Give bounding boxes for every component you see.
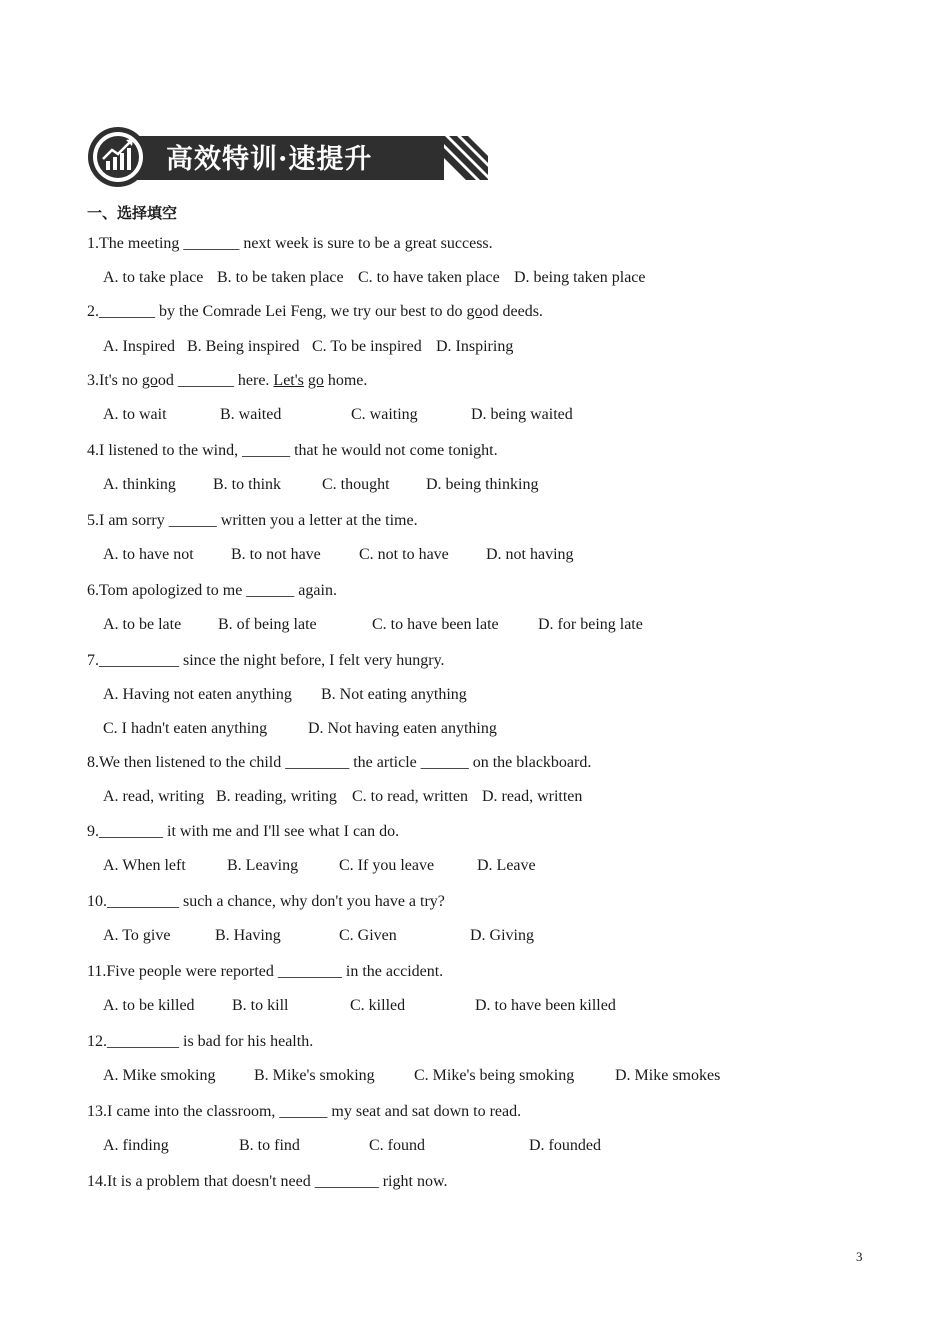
option-c: C. killed [350,997,406,1014]
question-11-stem: 11.Five people were reported ________ in the accident. [87,963,444,980]
stem-part: 2._______ by the Comrade Lei Feng, we try our best to do [87,303,467,320]
question-13-stem: 13.I came into the classroom, ______ my seat and sat down to read. [87,1103,522,1120]
option-a: A. finding [103,1137,169,1154]
section-banner [86,126,488,188]
option-c: C. thought [322,476,390,493]
option-a: A. to wait [103,406,167,423]
page-number: 3 [856,1249,863,1264]
question-7-stem: 7.__________ since the night before, I felt very hungry. [87,652,445,669]
option-b: B. reading, writing [216,788,337,805]
option-b: B. to be taken place [217,269,344,286]
option-d: D. for being late [538,616,643,633]
stem-part: od deeds. [482,303,543,320]
question-2-stem [87,302,543,322]
option-b: B. Leaving [227,857,299,874]
stem-part: home. [323,372,368,389]
option-b: B. Being inspired [187,338,300,355]
option-a: A. to take place [103,269,204,286]
question-1-stem: 1.The meeting _______ next week is sure to be a great success. [87,235,493,252]
option-c: C. waiting [351,406,418,423]
option-c: C. If you leave [339,857,435,874]
option-b: B. to kill [232,997,289,1014]
option-c: C. Given [339,927,397,944]
stem-part: od _______ here. [157,372,274,389]
question-4-stem: 4.I listened to the wind, ______ that he would not come tonight. [87,442,498,459]
section-heading: 一、选择填空 [87,204,178,222]
chart-growth-icon [88,127,148,187]
option-c: C. not to have [359,546,449,563]
question-10-stem: 10._________ such a chance, why don't you have a try? [87,893,445,910]
option-d: D. founded [529,1137,601,1154]
option-a: A. to be killed [103,997,195,1014]
option-c: C. I hadn't eaten anything [103,720,268,737]
option-a: A. thinking [103,476,176,493]
option-c: C. to have taken place [358,269,500,286]
stem-part-underlined: Let's [273,372,304,389]
option-d: D. Not having eaten anything [308,720,497,737]
option-d: D. not having [486,546,574,563]
option-b: B. of being late [218,616,317,633]
option-b: B. Mike's smoking [254,1067,375,1084]
option-d: D. Mike smokes [615,1067,721,1084]
option-a: A. read, writing [103,788,205,805]
question-3-stem [87,371,367,391]
option-a: A. Inspired [103,338,175,355]
option-d: D. Giving [470,927,534,944]
option-d: D. being waited [471,406,573,423]
option-c: C. Mike's being smoking [414,1067,575,1084]
option-d: D. being thinking [426,476,539,493]
option-a: A. To give [103,927,171,944]
option-a: A. When left [103,857,186,874]
option-b: B. to think [213,476,282,493]
stem-part-underlined: go [141,372,158,389]
stem-part-underlined: go [307,372,324,389]
question-14-stem: 14.It is a problem that doesn't need ________ right now. [87,1173,448,1190]
option-d: D. Leave [477,857,536,874]
option-b: B. waited [220,406,282,423]
stem-part-underlined: go [466,303,483,320]
option-c: C. to read, written [352,788,468,805]
option-d: D. to have been killed [475,997,616,1014]
question-5-stem: 5.I am sorry ______ written you a letter at the time. [87,512,418,529]
option-b: B. to find [239,1137,300,1154]
option-a: A. Having not eaten anything [103,686,292,703]
option-d: D. being taken place [514,269,646,286]
question-9-stem: 9.________ it with me and I'll see what I can do. [87,823,400,840]
option-a: A. to have not [103,546,194,563]
option-c: C. found [369,1137,425,1154]
option-b: B. to not have [231,546,321,563]
option-d: D. read, written [482,788,583,805]
stem-part: 3.It's no [87,372,142,389]
option-c: C. To be inspired [312,338,422,355]
option-d: D. Inspiring [436,338,514,355]
option-b: B. Not eating anything [321,686,467,703]
option-b: B. Having [215,927,281,944]
question-6-stem: 6.Tom apologized to me ______ again. [87,582,337,599]
question-12-stem: 12._________ is bad for his health. [87,1033,314,1050]
banner-title: 高效特训·速提升 [166,144,373,175]
option-a: A. Mike smoking [103,1067,216,1084]
option-c: C. to have been late [372,616,499,633]
option-a: A. to be late [103,616,182,633]
question-8-stem: 8.We then listened to the child ________ the article ______ on the blackboard. [87,754,592,771]
